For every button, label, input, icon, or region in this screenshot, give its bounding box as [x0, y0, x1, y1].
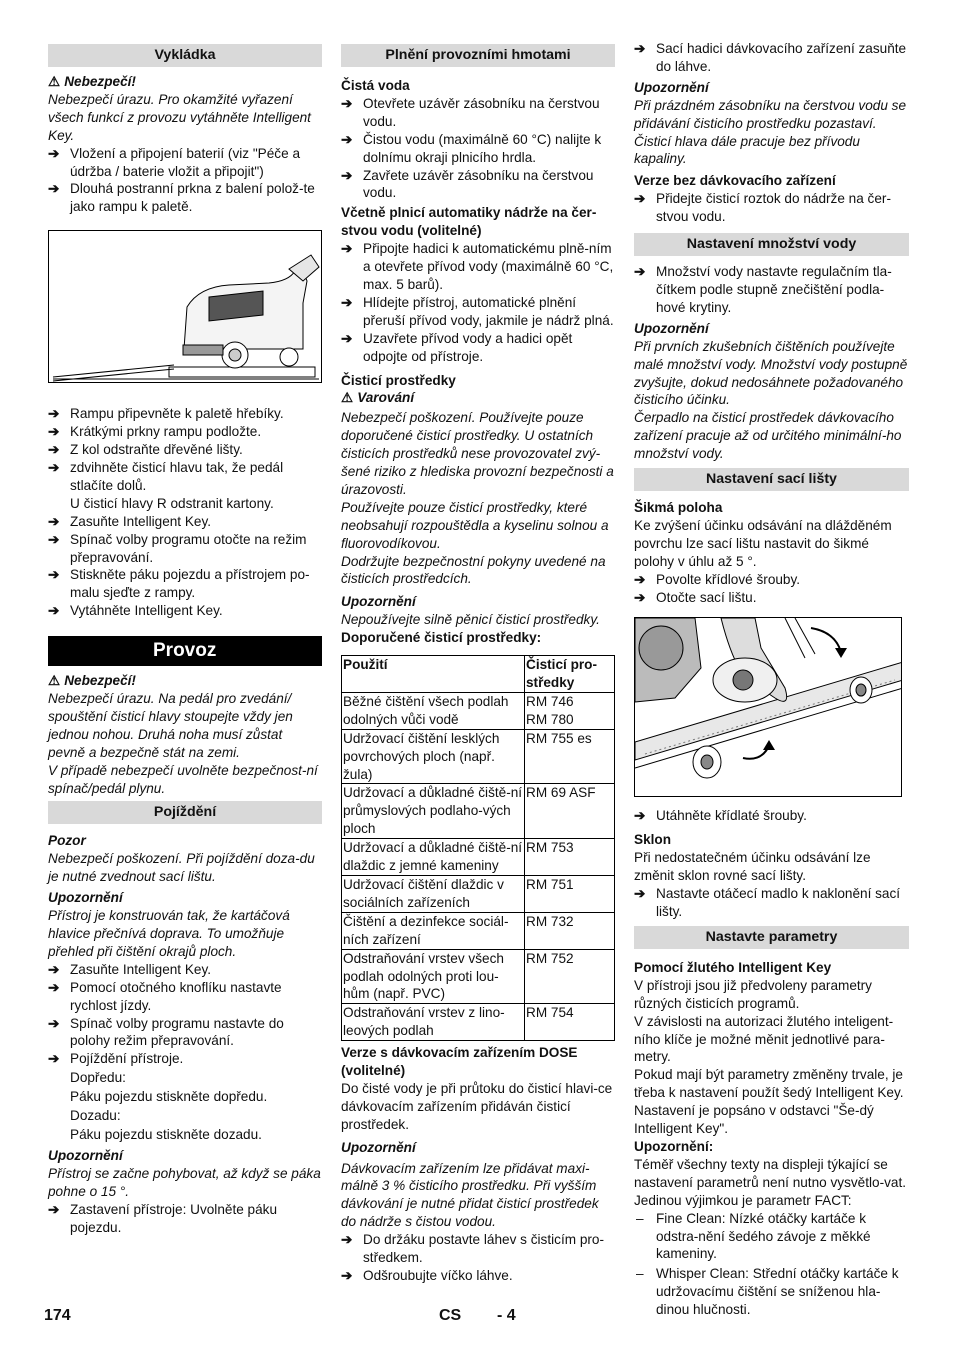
step-item: ➔ Odšroubujte víčko láhve.	[341, 1268, 513, 1283]
note-text: Přístroj je konstruován tak, že kartáčová hlavice přečnívá doprava. To umožňuje přehled při čištění okrajů ploch.	[48, 908, 290, 959]
machine-on-pallet-illustration	[48, 230, 322, 383]
column-left	[48, 44, 322, 1236]
arrow-icon: ➔	[634, 571, 646, 587]
warning-text: Nebezpečí poškození. Používejte pouze doporučené čisticí prostředky. U ostatních čisticích prostředků nese provozovatel zvý-šené riziko z hlediska provozní bezpečnosti a úrazovosti.	[341, 410, 614, 497]
note-text: Při prázdném zásobníku na čerstvou vodu se přidávání čisticího prostředku pozastaví. Čisticí hlava dále pracuje bez přívodu kapaliny.	[634, 97, 907, 167]
step-item: ➔ Spínač volby programu nastavte do polohy režim přepravování.	[48, 1015, 284, 1049]
dash-item: – Fine Clean: Nízké otáčky kartáče k odstra-nění šedého závoje z měkké kameniny.	[636, 1210, 871, 1262]
section-title-lista: Nastavení sací lišty	[634, 468, 909, 491]
column-right	[634, 40, 909, 1319]
arrow-icon: ➔	[341, 1232, 353, 1248]
table-cell-agent: RM 751	[525, 875, 615, 912]
arrow-icon: ➔	[48, 424, 60, 440]
step-item: ➔ Do držáku postavte láhev s čisticím pro-středkem.	[341, 1232, 605, 1266]
warning-icon: ⚠	[48, 74, 61, 89]
arrow-icon: ➔	[341, 1268, 353, 1283]
table-cell-usage: Udržovací čištění dlaždic v sociálních zařízeních	[342, 875, 525, 912]
body-text: Pokud mají být parametry změněny trvale, je třeba k nastavení použít šedý Intelligent Key. Nastavení je popsáno v odstavci "Še-dý Intelligent Key".	[634, 1067, 904, 1137]
danger-label: ⚠ Nebezpečí!	[48, 74, 136, 89]
body-text: Při nedostatečném účinku odsávání lze změnit sklon rovné sací lišty.	[634, 850, 871, 884]
arrow-icon: ➔	[48, 406, 60, 422]
note-text: Dávkovacím zařízením lze přidávat maxi-málně 3 % čisticího prostředku. Při vyšším dávkování je nutné přidat čisticí prostředek do nádrže s čistou vodou.	[341, 1160, 599, 1230]
table-cell-usage: Udržovací a důkladné čiště-ní dlaždic z jemné kameniny	[342, 839, 525, 876]
body-text: V závislosti na autorizaci žlutého inteligent-ního klíče je možné měnit jednotlivé para-metry.	[634, 1013, 894, 1065]
note-text: Nepoužívejte silně pěnicí čisticí prostředky.	[341, 612, 600, 628]
note-label: Upozornění:	[634, 1138, 714, 1154]
body-text: V přístroji jsou již předvoleny parametry různých čisticích programů.	[634, 977, 872, 1011]
note-text: Při prvních zkušebních čištěních používejte malé množství vody. Množství vody postupně zvyšujte, dokud nedosáhnete požadovaného čisticího účinku.	[634, 338, 908, 408]
section-title-plneni: Plnění provozními hmotami	[341, 44, 615, 67]
section-title-parametry: Nastavte parametry	[634, 926, 909, 949]
step-item: ➔ Uzavřete přívod vody a hadici opět odpojte od přístroje.	[341, 330, 573, 364]
table-cell-usage: Běžné čištění všech podlah odolných vůči vodě	[342, 692, 525, 729]
cleaning-agents-table	[341, 655, 615, 1041]
warning-text: Používejte pouze čisticí prostředky, které neobsahují rozpouštědla a kyselinu solnou a fluorovodíkovou.	[341, 499, 609, 551]
subheading: Sklon	[634, 832, 672, 848]
note-label: Upozornění	[634, 320, 709, 336]
step-item: ➔ Zasuňte Intelligent Key.	[48, 961, 212, 977]
warning-icon: ⚠	[48, 673, 61, 689]
note-text: Přístroj se začne pohybovat, až když se páka pohne o 15 °.	[48, 1165, 321, 1199]
table-row	[342, 729, 615, 784]
arrow-icon: ➔	[48, 1015, 60, 1031]
table-row	[342, 692, 615, 729]
arrow-icon: ➔	[48, 531, 60, 547]
section-title-pojizdeni: Pojíždění	[48, 801, 322, 824]
table-row	[342, 1004, 615, 1041]
caution-label: Pozor	[48, 833, 86, 849]
table-row	[342, 784, 615, 839]
step-item: ➔ Spínač volby programu otočte na režim přepravování.	[48, 531, 307, 565]
table-cell-usage: Udržovací a důkladné čiště-ní průmyslových podlaho-vých ploch	[342, 784, 525, 839]
table-cell-usage: Udržovací čištění lesklých povrchových ploch (např. žula)	[342, 729, 525, 784]
warning-text: Dodržujte bezpečnostní pokyny uvedené na čisticích prostředcích.	[341, 553, 606, 587]
arrow-icon: ➔	[634, 191, 646, 207]
step-item: ➔ Povolte křídlové šrouby.	[634, 571, 801, 587]
step-item: ➔ Pojíždění přístroje.	[48, 1051, 184, 1067]
subheading: Včetně plnicí automatiky nádrže na čer-stvou vodu (volitelné)	[341, 205, 597, 239]
warning-icon: ⚠	[341, 390, 354, 406]
body-text: Téměř všechny texty na displeji týkající se nastavení parametrů není nutno vysvětlo-vat. Jedinou výjimkou je parametr FACT:	[634, 1156, 907, 1208]
step-item: ➔ Sací hadici dávkovacího zařízení zasuňte do láhve.	[634, 41, 907, 74]
arrow-icon: ➔	[341, 294, 353, 310]
direction-label: Dozadu:	[70, 1108, 121, 1124]
table-cell-agent: RM 753	[525, 839, 615, 876]
arrow-icon: ➔	[341, 131, 353, 147]
direction-text: Páku pojezdu stiskněte dozadu.	[70, 1126, 262, 1142]
step-item: ➔ Dlouhá postranní prkna z balení polož-te jako rampu k paletě.	[48, 181, 315, 215]
warning-label: ⚠ Varování	[341, 390, 415, 406]
arrow-icon: ➔	[341, 241, 353, 257]
step-item: ➔ Otevřete uzávěr zásobníku na čerstvou vodu.	[341, 95, 600, 129]
danger-text: V případě nebezpečí uvolněte bezpečnost-ní spínač/pedál plynu.	[48, 762, 318, 796]
danger-label: ⚠ Nebezpečí!	[48, 673, 136, 689]
arrow-icon: ➔	[634, 264, 646, 280]
step-item: ➔ Stiskněte páku pojezdu a přístrojem po-malu sjeďte z rampy.	[48, 567, 310, 601]
arrow-icon: ➔	[48, 961, 60, 977]
arrow-icon: ➔	[48, 1051, 60, 1067]
step-item: ➔ Zasuňte Intelligent Key.	[48, 513, 212, 529]
step-item: ➔ Rampu připevněte k paletě hřebíky.	[48, 406, 284, 422]
note-label: Upozornění	[341, 1139, 416, 1155]
table-cell-agent: RM 755 es	[525, 729, 615, 784]
table-row	[342, 949, 615, 1004]
arrow-icon: ➔	[634, 41, 646, 56]
arrow-icon: ➔	[341, 330, 353, 346]
section-title-vykladka: Vykládka	[48, 44, 322, 67]
arrow-icon: ➔	[48, 979, 60, 995]
subheading: Verze bez dávkovacího zařízení	[634, 173, 836, 189]
body-text: Ke zvýšení účinku odsávání na dlážděném povrchu lze sací lištu nastavit do šikmé polohy v úhlu až 5 °.	[634, 517, 892, 569]
arrow-icon: ➔	[48, 145, 60, 161]
table-header-row	[342, 656, 615, 693]
step-item: ➔ Čistou vodu (maximálně 60 °C) nalijte k dolnímu okraji plnicího hrdla.	[341, 131, 602, 165]
caution-text: Nebezpečí poškození. Při pojíždění doza-du je nutné zvednout sací lištu.	[48, 851, 315, 885]
page-number: 174	[44, 1307, 71, 1324]
subheading: Pomocí žlutého Intelligent Key	[634, 959, 832, 975]
arrow-icon: ➔	[48, 181, 60, 197]
table-cell-usage: Odstraňování vrstev z lino-leových podlah	[342, 1004, 525, 1041]
table-header: Čisticí pro-středky	[525, 656, 615, 693]
note-text: Čerpadlo na čisticí prostředek dávkovacího zařízení pracuje až od určitého minimální-ho množství vody.	[634, 410, 902, 462]
table-header: Použití	[342, 656, 525, 693]
dash-item: – Whisper Clean: Střední otáčky kartáče k udržovacímu čištění se sníženou hla-dinou hlučnosti.	[636, 1266, 899, 1318]
subheading: Čisticí prostředky	[341, 372, 456, 388]
step-item: ➔ Zavřete uzávěr zásobníku na čerstvou vodu.	[341, 167, 594, 201]
step-item: ➔ Přidejte čisticí roztok do nádrže na čer-stvou vodu.	[634, 191, 891, 225]
table-row	[342, 839, 615, 876]
arrow-icon: ➔	[48, 567, 60, 583]
table-cell-usage: Čištění a dezinfekce sociál-ních zařízení	[342, 912, 525, 949]
table-cell-usage: Odstraňování vrstev všech podlah odolných proti lou-hům (např. PVC)	[342, 949, 525, 1004]
step-item: ➔ Pomocí otočného knoflíku nastavte rychlost jízdy.	[48, 979, 282, 1013]
arrow-icon: ➔	[341, 95, 353, 111]
body-text: Do čisté vody je při průtoku do čisticí hlavi-ce dávkovacím zařízením přidáván čisticí prostředek.	[341, 1080, 613, 1132]
note-label: Upozornění	[48, 890, 123, 906]
squeegee-illustration	[634, 617, 902, 797]
column-middle	[341, 44, 615, 1285]
sub-page-number: - 4	[497, 1307, 516, 1324]
step-item: ➔ Utáhněte křídlaté šrouby.	[634, 808, 807, 824]
note-text: U čisticí hlavy R odstranit kartony.	[70, 495, 274, 511]
subheading: Doporučené čisticí prostředky:	[341, 630, 542, 646]
table-row	[342, 875, 615, 912]
chapter-title-provoz: Provoz	[48, 636, 322, 666]
step-item: ➔ zdvihněte čisticí hlavu tak, že pedál stlačíte dolů.	[48, 459, 284, 493]
direction-label: Dopředu:	[70, 1070, 126, 1086]
table-cell-agent: RM 754	[525, 1004, 615, 1041]
arrow-icon: ➔	[634, 589, 646, 605]
arrow-icon: ➔	[48, 1201, 60, 1217]
step-item: ➔ Krátkými prkny rampu podložte.	[48, 424, 262, 440]
arrow-icon: ➔	[48, 442, 60, 458]
arrow-icon: ➔	[48, 513, 60, 529]
note-label: Upozornění	[341, 594, 416, 610]
subheading: Verze s dávkovacím zařízením DOSE (volitelné)	[341, 1045, 578, 1079]
table-cell-agent: RM 752	[525, 949, 615, 1004]
language-code: CS	[439, 1307, 462, 1324]
danger-text: Nebezpečí úrazu. Na pedál pro zvedání/ spouštění čisticí hlavy stoupejte vždy jen jednou nohou. Druhá noha musí zůstat pevně a bezpečně stát na zemi.	[48, 691, 293, 760]
table-row	[342, 912, 615, 949]
note-label: Upozornění	[634, 79, 709, 95]
step-item: ➔ Nastavte otáčecí madlo k naklonění sací lišty.	[634, 886, 901, 919]
direction-text: Páku pojezdu stiskněte dopředu.	[70, 1089, 268, 1105]
arrow-icon: ➔	[48, 603, 60, 619]
table-cell-agent: RM 732	[525, 912, 615, 949]
step-item: ➔ Zastavení přístroje: Uvolněte páku pojezdu.	[48, 1201, 278, 1235]
subheading: Šikmá poloha	[634, 500, 723, 516]
table-cell-agent: RM 746 RM 780	[525, 692, 615, 729]
step-item: ➔ Množství vody nastavte regulačním tla-čítkem podle stupně znečištění podla-hové krytiny.	[634, 264, 892, 315]
step-item: ➔ Otočte sací lištu.	[634, 589, 757, 605]
arrow-icon: ➔	[634, 808, 646, 824]
danger-text: Nebezpečí úrazu. Pro okamžité vyřazení všech funkcí z provozu vytáhněte Intelligent Key.	[48, 91, 311, 143]
step-item: ➔ Hlídejte přístroj, automatické plnění přeruší přívod vody, jakmile je nádrž plná.	[341, 294, 614, 328]
table-cell-agent: RM 69 ASF	[525, 784, 615, 839]
step-item: ➔ Z kol odstraňte dřevěné lišty.	[48, 442, 243, 458]
arrow-icon: ➔	[634, 886, 646, 902]
arrow-icon: ➔	[48, 459, 60, 475]
subheading: Čistá voda	[341, 78, 410, 93]
note-label: Upozornění	[48, 1147, 123, 1163]
step-item: ➔ Připojte hadici k automatickému plně-ním a otevřete přívod vody (maximálně 60 °C, max. 5 barů).	[341, 241, 614, 292]
step-item: ➔ Vytáhněte Intelligent Key.	[48, 603, 223, 619]
step-item: ➔ Vložení a připojení baterií (viz "Péče a údržba / baterie vložit a připojit")	[48, 145, 300, 179]
arrow-icon: ➔	[341, 167, 353, 183]
section-title-voda: Nastavení množství vody	[634, 233, 909, 256]
